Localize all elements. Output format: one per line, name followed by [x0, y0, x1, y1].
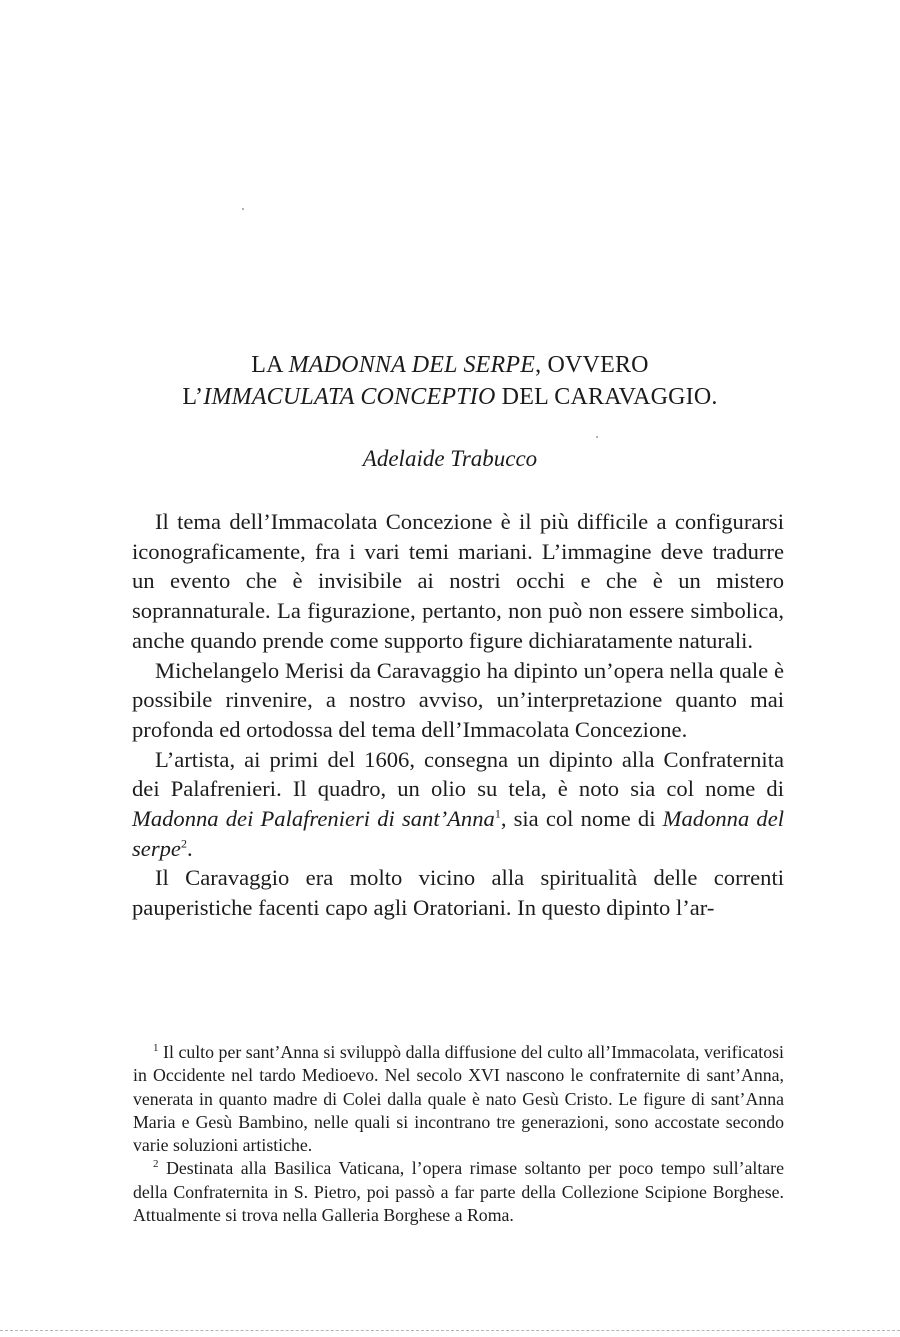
footnote-ref-1[interactable]: 1: [494, 806, 501, 821]
footnote-mark-1: 1: [153, 1042, 159, 1055]
body-text: [132, 507, 784, 923]
title-line-1: LA MADONNA DEL SERPE, OVVERO: [251, 352, 649, 378]
footnote-mark-2: 2: [153, 1158, 159, 1171]
italic-title-ref: Madonna del serpe: [132, 806, 784, 861]
title-line-2: L’IMMACULATA CONCEPTIO DEL CARAVAGGIO.: [182, 384, 718, 410]
article-title: [100, 349, 800, 413]
page-bottom-edge: [0, 1330, 900, 1332]
footnote-1: [133, 1041, 784, 1157]
footnote-text-2: Destinata alla Basilica Vaticana, l’opera rimase soltanto per poco tempo sull’altare della Confraternita in S. Pietro, poi passò a far parte della Collezione Scipione Borghese. Attualmente si trova nella Galleria Borghese a Roma.: [133, 1158, 784, 1226]
paragraph-4: Il Caravaggio era molto vicino alla spiritualità delle correnti pauperistiche facenti capo agli Oratoriani. In questo dipinto l’ar-: [132, 865, 784, 921]
paragraph-3: L’artista, ai primi del 1606, consegna un dipinto alla Confraternita dei Palafrenieri. Il quadro, un olio su tela, è noto sia col nome di Madonna dei Palafrenieri di sant’Anna$^1$, sia col nome di Madonna del serpe$^2$.: [132, 746, 784, 861]
scan-speck: [242, 208, 244, 210]
footnote-text-1: Il culto per sant’Anna si sviluppò dalla diffusione del culto all’Immacolata, verificatosi in Occidente nel tardo Medioevo. Nel secolo XVI nascono le confraternite di sant’Anna, venerata in quanto madre di Colei dalla quale è nato Gesù Cristo. Le figure di sant’Anna Maria e Gesù Bambino, nelle quali si incontrano tre generazioni, sono accostate secondo varie soluzioni artistiche.: [133, 1042, 784, 1156]
footnotes: [133, 1041, 784, 1227]
title-italic-2: IMMACULATA CONCEPTIO: [203, 384, 496, 410]
footnote-ref-2[interactable]: 2: [180, 836, 187, 851]
author-name: Adelaide Trabucco: [362, 446, 538, 471]
italic-title-ref: Madonna dei Palafrenieri di sant’Anna: [132, 806, 495, 832]
scan-speck: [596, 436, 598, 438]
title-italic-1: MADONNA DEL SERPE: [288, 352, 536, 378]
paragraph-1: Il tema dell’Immacolata Concezione è il più difficile a configurarsi iconograficamente, fra i vari temi mariani. L’immagine deve tradurre un evento che è invisibile ai nostri occhi e che è un mistero soprannaturale. La figurazione, pertanto, non può non essere simbolica, anche quando prende come supporto figure dichiaratamente naturali.: [132, 509, 784, 653]
paragraph-2: Michelangelo Merisi da Caravaggio ha dipinto un’opera nella quale è possibile rinvenire, a nostro avviso, un’interpretazione quanto mai profonda ed ortodossa del tema dell’Immacolata Concezione.: [132, 657, 784, 742]
footnote-2: [133, 1157, 784, 1227]
